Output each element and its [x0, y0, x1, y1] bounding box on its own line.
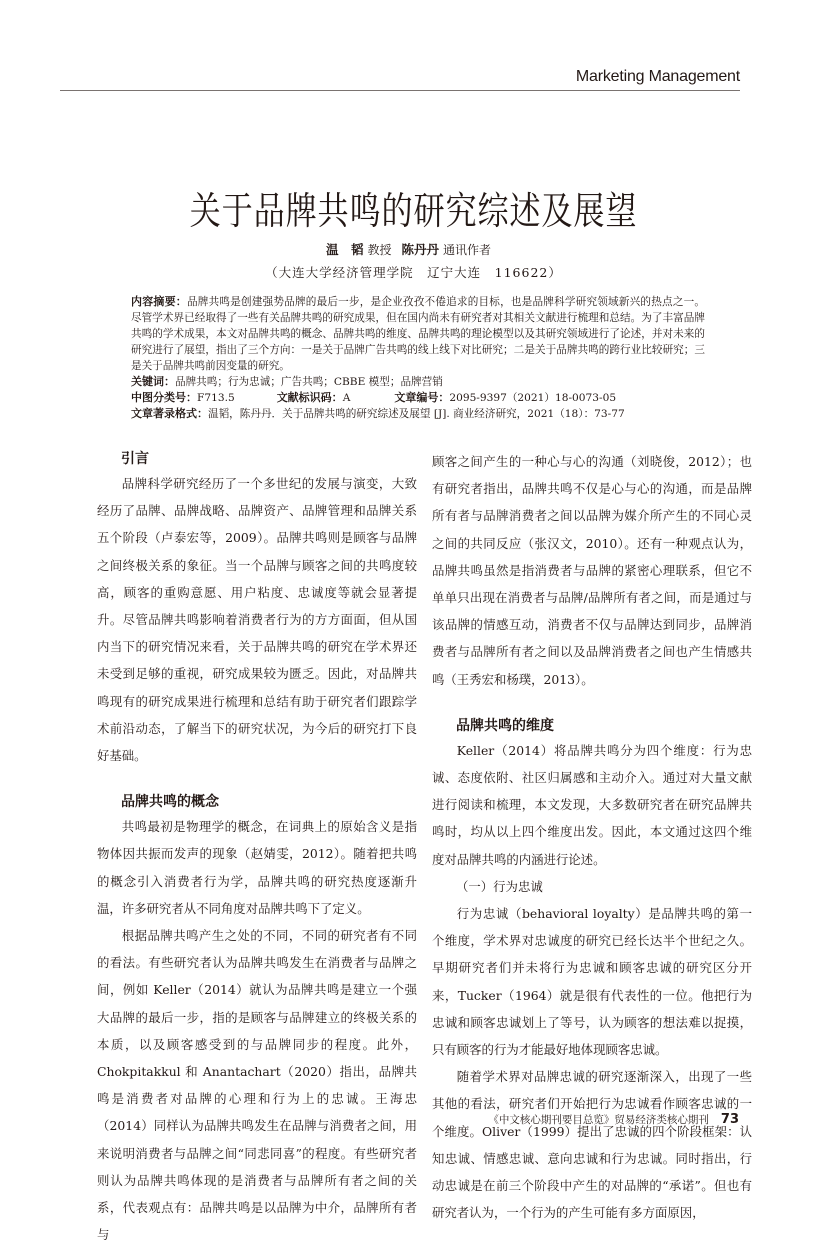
subsection-heading: （一）行为忠诚 — [456, 878, 543, 894]
citation-text: 温韬，陈丹丹．关于品牌共鸣的研究综述及展望 [J]. 商业经济研究，2021（18）：73-77 — [208, 408, 625, 420]
citation-label: 文章著录格式： — [131, 407, 208, 420]
citation — [131, 406, 705, 422]
abstract — [131, 294, 705, 374]
section-heading-dimension: 品牌共鸣的维度 — [456, 717, 554, 734]
article-title: 关于品牌共鸣的研究综述及展望 — [189, 189, 638, 234]
author-name: 陈丹丹 — [401, 242, 440, 257]
clc-value: F713.5 — [197, 392, 235, 404]
right-column — [432, 448, 752, 1226]
paragraph: 顾客之间产生的一种心与心的沟通（刘晓俊，2012）；也有研究者指出，品牌共鸣不仅是心与心的沟通，而是品牌所有者与品牌消费者之间以品牌为媒介所产生的不同心灵之间的共同反应（张汉文，2010）。还有一种观点认为，品牌共鸣虽然是指消费者与品牌的紧密心理联系，但它不单单只出现在消费者与品牌/品牌所有者之间，而是通过与该品牌的情感互动，消费者不仅与品牌达到同步，品牌消费者与品牌所有者之间以及品牌消费者之间也产生情感共鸣（王秀宏和杨璞，2013）。 — [432, 454, 752, 687]
affiliation: （大连大学经济管理学院 辽宁大连 116622） — [265, 265, 562, 280]
author-name: 温 韬 — [325, 242, 364, 257]
running-head-text: Marketing Management — [575, 68, 740, 85]
paragraph: 共鸣最初是物理学的概念，在词典上的原始含义是指物体因共振而发声的现象（赵婧雯，2012）。随着把共鸣的概念引入消费者行为学，品牌共鸣的研究热度逐渐升温，许多研究者从不同角度对品牌共鸣下了定义。 — [97, 819, 417, 916]
page-number: 73 — [720, 1112, 739, 1127]
abstract-block — [131, 294, 705, 422]
author-role: 通讯作者 — [443, 243, 492, 257]
paragraph: 随着学术界对品牌忠诚的研究逐渐深入，出现了一些其他的看法，研究者们开始把行为忠诚看作顾客忠诚的一个维度。Oliver（1999）提出了忠诚的四个阶段框架：认知忠诚、情感忠诚、意向忠诚和行为忠诚。同时指出，行动忠诚是在前三个阶段中产生的对品牌的“承诺”。但也有研究者认为，一个行为的产生可能有多方面原因， — [432, 1069, 752, 1221]
page-footer — [488, 1112, 739, 1127]
left-column — [97, 448, 417, 1248]
abstract-text: 品牌共鸣是创建强势品牌的最后一步，是企业孜孜不倦追求的目标，也是品牌科学研究领域新兴的热点之一。尽管学术界已经取得了一些有关品牌共鸣的研究成果，但在国内尚未有研究者对其相关文献进行梳理和总结。为了丰富品牌共鸣的学术成果，本文对品牌共鸣的概念、品牌共鸣的维度、品牌共鸣的理论模型以及其研究领域进行了论述，并对未来的研究进行了展望，指出了三个方向：一是关于品牌广告共鸣的线上线下对比研究；二是关于品牌共鸣的跨行业比较研究；三是关于品牌共鸣前因变量的研究。 — [131, 296, 706, 372]
paragraph: 行为忠诚（behavioral loyalty）是品牌共鸣的第一个维度，学术界对忠诚度的研究已经长达半个世纪之久。早期研究者们并未将行为忠诚和顾客忠诚的研究区分开来，Tucker（1964）就是很有代表性的一位。他把行为忠诚和顾客忠诚划上了等号，认为顾客的想法难以捉摸，只有顾客的行为才能最好地体现顾客忠诚。 — [432, 906, 752, 1058]
abstract-label: 内容摘要： — [131, 295, 188, 308]
paragraph: 根据品牌共鸣产生之处的不同，不同的研究者有不同的看法。有些研究者认为品牌共鸣发生在消费者与品牌之间，例如 Keller（2014）就认为品牌共鸣是建立一个强大品牌的最后一步，指的是顾客与品牌建立的终极关系的本质，以及顾客感受到的与品牌同步的程度。此外，Chokpitakkul 和 Anantachart（2020）指出，品牌共鸣是消费者对品牌的心理和行为上的忠诚。王海忠（2014）同样认为品牌共鸣发生在品牌与消费者之间，用来说明消费者与品牌之间“同悲同喜”的程度。有些研究者则认为品牌共鸣体现的是消费者与品牌所有者之间的关系，代表观点有：品牌共鸣是以品牌为中介，品牌所有者与 — [97, 928, 417, 1243]
clc-label: 中图分类号： — [131, 391, 197, 404]
author-line — [0, 240, 827, 258]
journal-note: 《中文核心期刊要目总览》贸易经济类核心期刊 — [488, 1114, 709, 1126]
keywords-label: 关键词： — [131, 375, 175, 388]
section-heading-intro: 引言 — [121, 451, 149, 467]
running-head — [60, 66, 740, 91]
article-no-label: 文章编号： — [394, 391, 450, 404]
doc-code-value: A — [342, 392, 351, 404]
section-heading-concept: 品牌共鸣的概念 — [121, 794, 219, 811]
paragraph: Keller（2014）将品牌共鸣分为四个维度：行为忠诚、态度依附、社区归属感和主动介入。通过对大量文献进行阅读和梳理，本文发现，大多数研究者在研究品牌共鸣时，均从以上四个维度出发。因此，本文通过这四个维度对品牌共鸣的内涵进行论述。 — [432, 742, 752, 867]
keywords — [131, 374, 705, 390]
author-role: 教授 — [367, 243, 392, 257]
doc-code-label: 文献标识码： — [276, 391, 343, 404]
classification-row — [131, 390, 705, 406]
keywords-text: 品牌共鸣；行为忠诚；广告共鸣；CBBE 模型；品牌营销 — [175, 376, 443, 388]
paragraph: 品牌科学研究经历了一个多世纪的发展与演变，大致经历了品牌、品牌战略、品牌资产、品牌管理和品牌关系五个阶段（卢泰宏等，2009）。品牌共鸣则是顾客与品牌之间终极关系的象征。当一个品牌与顾客之间的共鸣度较高，顾客的重购意愿、用户粘度、忠诚度等就会显著提升。尽管品牌共鸣影响着消费者行为的方方面面，但从国内当下的研究情况来看，关于品牌共鸣的研究在学术界还未受到足够的重视，研究成果较为匮乏。因此，对品牌共鸣现有的研究成果进行梳理和总结有助于研究者们跟踪学术前沿动态，了解当下的研究状况，为今后的研究打下良好基础。 — [97, 476, 417, 764]
article-no-value: 2095-9397（2021）18-0073-05 — [449, 392, 617, 404]
